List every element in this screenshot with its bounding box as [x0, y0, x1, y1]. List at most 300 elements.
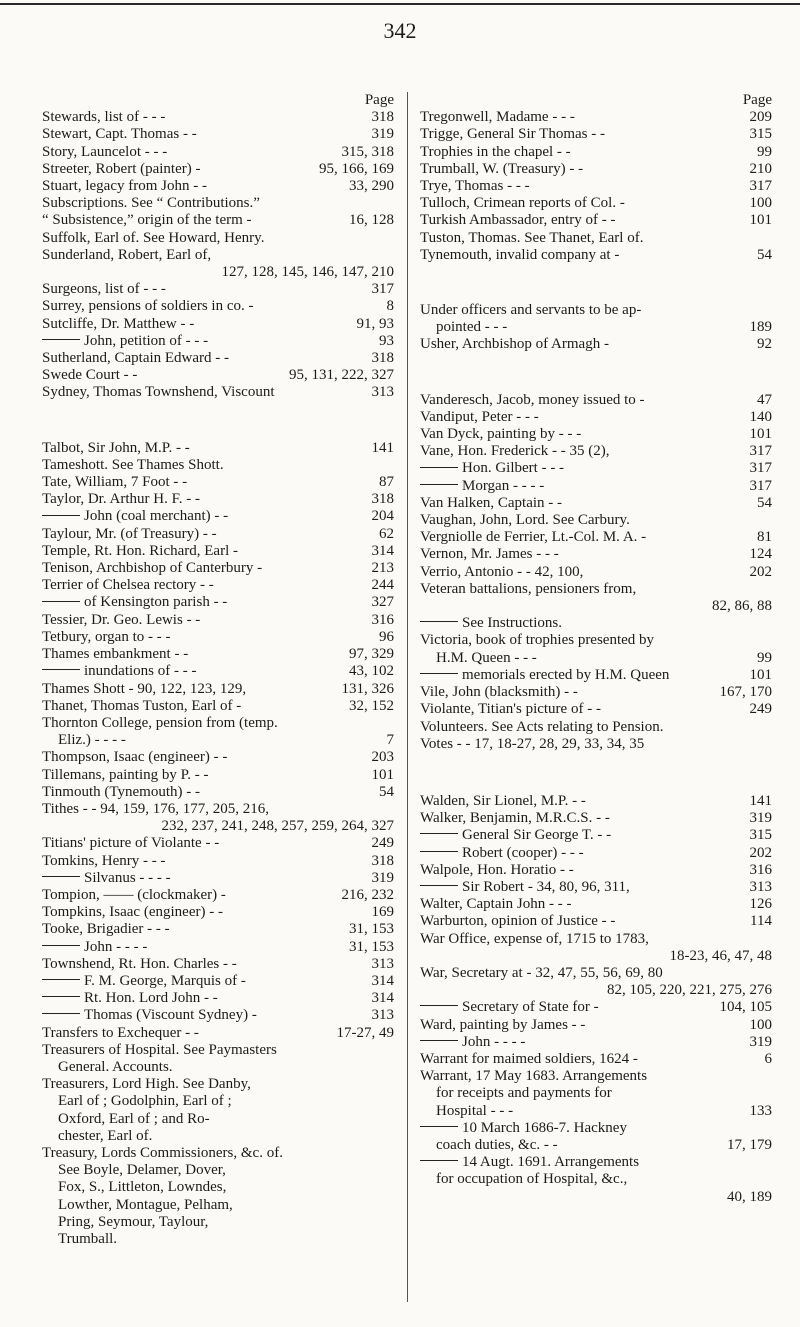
- ditto-dash: [42, 1013, 80, 1014]
- index-entry: [42, 109, 394, 126]
- index-entry: [420, 1068, 772, 1085]
- ditto-dash: [420, 851, 458, 852]
- index-entry: [420, 701, 772, 718]
- index-entry: [420, 319, 772, 336]
- entry-text: 127, 128, 145, 146, 147, 210: [221, 264, 394, 281]
- index-entry: [42, 316, 394, 333]
- index-entry: [420, 144, 772, 161]
- entry-text: John, petition of - - -: [84, 332, 209, 349]
- entry-text: General Sir George T. - -: [462, 827, 612, 844]
- left-index-group: [42, 109, 394, 401]
- page-ref: 317: [749, 178, 772, 195]
- index-entry: [420, 1120, 772, 1137]
- index-entry: [42, 333, 394, 350]
- entry-text: Vanderesch, Jacob, money issued to -: [420, 391, 645, 408]
- index-entry: [420, 632, 772, 649]
- page-ref: 141: [749, 792, 772, 809]
- top-rule: [0, 3, 800, 5]
- page-ref: 100: [749, 1016, 772, 1033]
- ditto-dash: [42, 876, 80, 877]
- index-entry: [420, 1034, 772, 1051]
- index-entry: [420, 460, 772, 477]
- entry-text: Tompion, —— (clockmaker) -: [42, 886, 226, 903]
- index-entry: [420, 195, 772, 212]
- entry-text: inundations of - - -: [84, 663, 197, 680]
- index-entry: [420, 564, 772, 581]
- page-ref: 313: [371, 1007, 394, 1024]
- entry-text: Warburton, opinion of Justice - -: [420, 913, 616, 930]
- page-ref: 126: [749, 896, 772, 913]
- entry-text: Vernon, Mr. James - - -: [420, 546, 559, 563]
- entry-text: Surrey, pensions of soldiers in co. -: [42, 298, 254, 315]
- entry-text: Thames Shott - 90, 122, 123, 129,: [42, 680, 247, 697]
- entry-text: Streeter, Robert (painter) -: [42, 160, 201, 177]
- entry-text: Ward, painting by James - -: [420, 1016, 586, 1033]
- index-entry: [42, 1231, 394, 1248]
- index-entry: [42, 663, 394, 680]
- page-ref: 6: [764, 1050, 772, 1067]
- entry-text: Morgan - - - -: [462, 477, 545, 494]
- page-ref: 31, 153: [349, 938, 394, 955]
- entry-text: Robert (cooper) - - -: [462, 844, 584, 861]
- index-entry: [42, 178, 394, 195]
- page-ref: 54: [379, 783, 394, 800]
- page-ref: 101: [749, 666, 772, 683]
- entry-text: 18-23, 46, 47, 48: [669, 947, 772, 964]
- page-ref: 92: [757, 336, 772, 353]
- index-entry: [42, 698, 394, 715]
- ditto-dash: [420, 621, 458, 622]
- entry-text: Story, Launcelot - - -: [42, 143, 168, 160]
- entry-text: Tregonwell, Madame - - -: [420, 109, 575, 126]
- ditto-dash: [420, 484, 458, 485]
- entry-text: Secretary of State for -: [462, 999, 599, 1016]
- page-ref: 167, 170: [719, 684, 772, 701]
- entry-text: for receipts and payments for: [436, 1085, 612, 1102]
- ditto-dash: [42, 601, 80, 602]
- entry-text: See Instructions.: [462, 615, 562, 632]
- page-ref: 313: [371, 384, 394, 401]
- entry-text: Tate, William, 7 Foot - -: [42, 474, 188, 491]
- index-entry: [420, 982, 772, 999]
- left-index-group: [42, 440, 394, 1249]
- index-entry: [42, 612, 394, 629]
- entry-text: John - - - -: [462, 1033, 526, 1050]
- ditto-dash: [420, 1126, 458, 1127]
- entry-text: 14 Augt. 1691. Arrangements: [462, 1154, 640, 1171]
- index-entry: [42, 543, 394, 560]
- index-entry: [420, 845, 772, 862]
- index-entry: [420, 581, 772, 598]
- entry-text: Treasurers of Hospital. See Paymasters: [42, 1041, 277, 1058]
- page-ref: 319: [371, 126, 394, 143]
- entry-text: Warrant, 17 May 1683. Arrangements: [420, 1068, 648, 1085]
- page-ref: 131, 326: [341, 680, 394, 697]
- page-ref: 93: [379, 332, 394, 349]
- page-ref: 16, 128: [349, 212, 394, 229]
- left-column: [42, 92, 394, 1248]
- entry-text: Taylour, Mr. (of Treasury) - -: [42, 525, 217, 542]
- index-entry: [42, 715, 394, 732]
- index-entry: [42, 990, 394, 1007]
- entry-text: for occupation of Hospital, &c.,: [436, 1171, 628, 1188]
- entry-text: Violante, Titian's picture of - -: [420, 701, 601, 718]
- page-ref: 91, 93: [356, 315, 394, 332]
- page-ref: 33, 290: [349, 178, 394, 195]
- page-ref: 313: [371, 955, 394, 972]
- index-entry: [420, 478, 772, 495]
- page-ref: 140: [749, 408, 772, 425]
- index-entry: [420, 161, 772, 178]
- index-entry: [420, 302, 772, 319]
- page-ref: 314: [371, 990, 394, 1007]
- entry-text: Tithes - - 94, 159, 176, 177, 205, 216,: [42, 800, 269, 817]
- index-entry: [42, 1162, 394, 1179]
- entry-text: Turkish Ambassador, entry of - -: [420, 212, 616, 229]
- index-entry: [42, 212, 394, 229]
- entry-text: Tessier, Dr. Geo. Lewis - -: [42, 611, 201, 628]
- entry-text: Warrant for maimed soldiers, 1624 -: [420, 1050, 638, 1067]
- index-entry: [42, 904, 394, 921]
- index-entry: [420, 426, 772, 443]
- entry-text: Tompkins, Isaac (engineer) - -: [42, 904, 223, 921]
- ditto-dash: [420, 1040, 458, 1041]
- index-entry: [42, 126, 394, 143]
- entry-text: War Office, expense of, 1715 to 1783,: [420, 930, 649, 947]
- entry-text: Treasury, Lords Commissioners, &c. of.: [42, 1144, 283, 1161]
- entry-text: 232, 237, 241, 248, 257, 259, 264, 327: [161, 818, 394, 835]
- entry-text: John - - - -: [84, 938, 148, 955]
- entry-text: General. Accounts.: [58, 1058, 173, 1075]
- index-entry: [420, 1017, 772, 1034]
- page-ref: 202: [749, 563, 772, 580]
- page-ref: 319: [749, 810, 772, 827]
- index-entry: [42, 474, 394, 491]
- index-entry: [42, 818, 394, 835]
- page-ref: 315, 318: [341, 143, 394, 160]
- entry-text: Trye, Thomas - - -: [420, 178, 530, 195]
- index-entry: [42, 526, 394, 543]
- index-entry: [420, 913, 772, 930]
- page-ref: 318: [371, 491, 394, 508]
- index-entry: [420, 109, 772, 126]
- entry-text: Vane, Hon. Frederick - - 35 (2),: [420, 443, 610, 460]
- index-entry: [420, 862, 772, 879]
- entry-text: Vandiput, Peter - - -: [420, 408, 539, 425]
- entry-text: Walker, Benjamin, M.R.C.S. - -: [420, 810, 610, 827]
- index-entry: [420, 126, 772, 143]
- entry-text: Stuart, legacy from John - -: [42, 178, 207, 195]
- page-ref: 87: [379, 474, 394, 491]
- index-entry: [42, 1059, 394, 1076]
- page-ref: 314: [371, 542, 394, 559]
- page-ref: 249: [749, 701, 772, 718]
- entry-text: Tinmouth (Tynemouth) - -: [42, 783, 200, 800]
- page-ref: 318: [371, 852, 394, 869]
- right-index-body: [420, 109, 772, 1206]
- right-index-group: [420, 109, 772, 264]
- ditto-dash: [42, 979, 80, 980]
- entry-text: Van Halken, Captain - -: [420, 494, 563, 511]
- ditto-dash: [420, 885, 458, 886]
- entry-text: Walpole, Hon. Horatio - -: [420, 861, 574, 878]
- index-entry: [42, 1145, 394, 1162]
- page-ref: 124: [749, 546, 772, 563]
- ditto-dash: [420, 467, 458, 468]
- page-ref: 54: [757, 246, 772, 263]
- index-entry: [42, 457, 394, 474]
- entry-text: See Boyle, Delamer, Dover,: [58, 1162, 226, 1179]
- index-entry: [42, 784, 394, 801]
- entry-text: Tillemans, painting by P. - -: [42, 766, 209, 783]
- right-index-group: [420, 392, 772, 753]
- index-entry: [420, 667, 772, 684]
- left-page-header: Page: [364, 92, 394, 108]
- entry-text: Tynemouth, invalid company at -: [420, 246, 620, 263]
- entry-text: Walter, Captain John - - -: [420, 896, 572, 913]
- left-index-body: [42, 109, 394, 1248]
- index-entry: [42, 594, 394, 611]
- entry-text: chester, Earl of.: [58, 1127, 153, 1144]
- index-entry: [420, 443, 772, 460]
- page-ref: 319: [749, 1033, 772, 1050]
- page-ref: 202: [749, 844, 772, 861]
- index-entry: [42, 1197, 394, 1214]
- index-entry: [420, 598, 772, 615]
- index-entry: [42, 835, 394, 852]
- index-entry: [42, 1214, 394, 1231]
- entry-text: Suffolk, Earl of. See Howard, Henry.: [42, 229, 265, 246]
- page-ref: 17-27, 49: [336, 1024, 394, 1041]
- page-ref: 216, 232: [341, 886, 394, 903]
- ditto-dash: [420, 1005, 458, 1006]
- index-entry: [420, 736, 772, 753]
- entry-text: John (coal merchant) - -: [84, 508, 229, 525]
- index-entry: [42, 560, 394, 577]
- index-entry: [420, 1051, 772, 1068]
- index-entry: [42, 956, 394, 973]
- entry-text: Subscriptions. See “ Contributions.”: [42, 195, 260, 212]
- page-ref: 318: [371, 109, 394, 126]
- page-ref: 204: [371, 508, 394, 525]
- index-entry: [42, 1007, 394, 1024]
- index-entry: [42, 1042, 394, 1059]
- right-index-group: [420, 302, 772, 354]
- entry-text: Fox, S., Littleton, Lowndes,: [58, 1179, 227, 1196]
- entry-text: Volunteers. See Acts relating to Pension.: [420, 718, 664, 735]
- ditto-dash: [42, 669, 80, 670]
- entry-text: Votes - - 17, 18-27, 28, 29, 33, 34, 35: [420, 735, 645, 752]
- entry-text: Sutherland, Captain Edward - -: [42, 350, 230, 367]
- entry-text: Tenison, Archbishop of Canterbury -: [42, 560, 263, 577]
- entry-text: Thames embankment - -: [42, 646, 189, 663]
- index-entry: [420, 546, 772, 563]
- ditto-dash: [420, 1160, 458, 1161]
- entry-text: Vaughan, John, Lord. See Carbury.: [420, 512, 630, 529]
- page-ref: 99: [757, 649, 772, 666]
- index-entry: [420, 529, 772, 546]
- page-ref: 314: [371, 972, 394, 989]
- index-entry: [42, 1179, 394, 1196]
- index-entry: [42, 577, 394, 594]
- page-ref: 17, 179: [727, 1136, 772, 1153]
- index-entry: [420, 948, 772, 965]
- index-entry: [420, 827, 772, 844]
- page-ref: 189: [749, 319, 772, 336]
- page-ref: 95, 131, 222, 327: [289, 367, 394, 384]
- entry-text: Hon. Gilbert - - -: [462, 460, 565, 477]
- page-ref: 96: [379, 628, 394, 645]
- entry-text: Thanet, Thomas Tuston, Earl of -: [42, 697, 242, 714]
- page-ref: 97, 329: [349, 646, 394, 663]
- entry-text: Thompson, Isaac (engineer) - -: [42, 749, 228, 766]
- page-ref: 101: [749, 426, 772, 443]
- page-ref: 141: [371, 439, 394, 456]
- page-number: 342: [383, 18, 417, 43]
- page-ref: 43, 102: [349, 663, 394, 680]
- index-entry: [420, 931, 772, 948]
- entry-text: Vergniolle de Ferrier, Lt.-Col. M. A. -: [420, 529, 647, 546]
- entry-text: Sir Robert - 34, 80, 96, 311,: [462, 878, 630, 895]
- ditto-dash: [420, 673, 458, 674]
- entry-text: Eliz.) - - - -: [58, 732, 126, 749]
- entry-text: Trumball, W. (Treasury) - -: [420, 160, 584, 177]
- index-entry: [42, 264, 394, 281]
- index-entry: [42, 732, 394, 749]
- right-page-header: Page: [742, 92, 772, 108]
- entry-text: Tooke, Brigadier - - -: [42, 921, 170, 938]
- entry-text: H.M. Queen - - -: [436, 649, 537, 666]
- entry-text: Usher, Archbishop of Armagh -: [420, 336, 609, 353]
- index-entry: [42, 144, 394, 161]
- page-ref: 8: [386, 298, 394, 315]
- ditto-dash: [42, 339, 80, 340]
- index-entry: [420, 409, 772, 426]
- page-ref: 7: [386, 732, 394, 749]
- entry-text: “ Subsistence,” origin of the term -: [42, 212, 252, 229]
- index-entry: [420, 810, 772, 827]
- entry-text: Stewards, list of - - -: [42, 109, 166, 126]
- entry-text: Sutcliffe, Dr. Matthew - -: [42, 315, 195, 332]
- entry-text: Talbot, Sir John, M.P. - -: [42, 439, 190, 456]
- index-entry: [42, 440, 394, 457]
- ditto-dash: [42, 996, 80, 997]
- entry-text: memorials erected by H.M. Queen: [462, 666, 670, 683]
- page-ref: 249: [371, 835, 394, 852]
- page-ref: 95, 166, 169: [319, 160, 394, 177]
- page-ref: 133: [749, 1102, 772, 1119]
- page-ref: 100: [749, 195, 772, 212]
- entry-text: Silvanus - - - -: [84, 869, 171, 886]
- index-entry: [42, 491, 394, 508]
- entry-text: Tetbury, organ to - - -: [42, 628, 171, 645]
- index-entry: [42, 629, 394, 646]
- ditto-dash: [420, 833, 458, 834]
- index-entry: [420, 615, 772, 632]
- index-entry: [42, 973, 394, 990]
- entry-text: Trophies in the chapel - -: [420, 143, 571, 160]
- page-ref: 169: [371, 904, 394, 921]
- page-ref: 99: [757, 143, 772, 160]
- index-entry: [42, 161, 394, 178]
- index-entry: [42, 801, 394, 818]
- ditto-dash: [42, 515, 80, 516]
- index-entry: [420, 879, 772, 896]
- page-ref: 318: [371, 350, 394, 367]
- entry-text: Thomas (Viscount Sydney) -: [84, 1007, 257, 1024]
- index-entry: [42, 853, 394, 870]
- index-entry: [420, 719, 772, 736]
- index-entry: [420, 684, 772, 701]
- index-entry: [420, 392, 772, 409]
- index-entry: [420, 1085, 772, 1102]
- entry-text: Vile, John (blacksmith) - -: [420, 684, 578, 701]
- entry-text: Transfers to Exchequer - -: [42, 1024, 199, 1041]
- index-entry: [420, 1154, 772, 1171]
- page-ref: 317: [749, 477, 772, 494]
- index-entry: [420, 230, 772, 247]
- entry-text: Tulloch, Crimean reports of Col. -: [420, 195, 625, 212]
- page-ref: 203: [371, 749, 394, 766]
- index-entry: [420, 212, 772, 229]
- page-ref: 47: [757, 391, 772, 408]
- page-ref: 317: [371, 281, 394, 298]
- entry-text: Sunderland, Robert, Earl of,: [42, 246, 212, 263]
- index-entry: [420, 965, 772, 982]
- entry-text: Van Dyck, painting by - - -: [420, 426, 582, 443]
- page-ref: 315: [749, 126, 772, 143]
- index-entry: [420, 1171, 772, 1188]
- index-entry: [42, 298, 394, 315]
- entry-text: Veteran battalions, pensioners from,: [420, 580, 637, 597]
- entry-text: Treasurers, Lord High. See Danby,: [42, 1076, 251, 1093]
- entry-text: Trumball.: [58, 1231, 118, 1247]
- entry-text: Earl of ; Godolphin, Earl of ;: [58, 1093, 232, 1110]
- page-ref: 81: [757, 529, 772, 546]
- index-entry: [42, 1128, 394, 1145]
- entry-text: Under officers and servants to be ap-: [420, 302, 642, 319]
- page-ref: 54: [757, 494, 772, 511]
- page-ref: 114: [750, 913, 772, 930]
- index-entry: [42, 247, 394, 264]
- page-ref: 313: [749, 878, 772, 895]
- entry-text: 40, 189: [727, 1188, 772, 1205]
- entry-text: F. M. George, Marquis of -: [84, 972, 246, 989]
- index-entry: [42, 1025, 394, 1042]
- entry-text: 82, 105, 220, 221, 275, 276: [607, 982, 772, 999]
- index-entry: [420, 1189, 772, 1206]
- index-entry: [42, 367, 394, 384]
- index-entry: [42, 749, 394, 766]
- index-entry: [420, 1137, 772, 1154]
- page-ref: 210: [749, 160, 772, 177]
- entry-text: Thornton College, pension from (temp.: [42, 714, 278, 731]
- index-entry: [42, 508, 394, 525]
- entry-text: coach duties, &c. - -: [436, 1136, 558, 1153]
- index-entry: [420, 999, 772, 1016]
- index-entry: [420, 512, 772, 529]
- index-entry: [420, 178, 772, 195]
- index-entry: [420, 495, 772, 512]
- index-entry: [420, 247, 772, 264]
- index-entry: [42, 1093, 394, 1110]
- index-entry: [420, 896, 772, 913]
- entry-text: Tuston, Thomas. See Thanet, Earl of.: [420, 229, 644, 246]
- entry-text: Hospital - - -: [436, 1102, 514, 1119]
- page-ref: 101: [371, 766, 394, 783]
- entry-text: 82, 86, 88: [712, 598, 772, 615]
- page-ref: 209: [749, 109, 772, 126]
